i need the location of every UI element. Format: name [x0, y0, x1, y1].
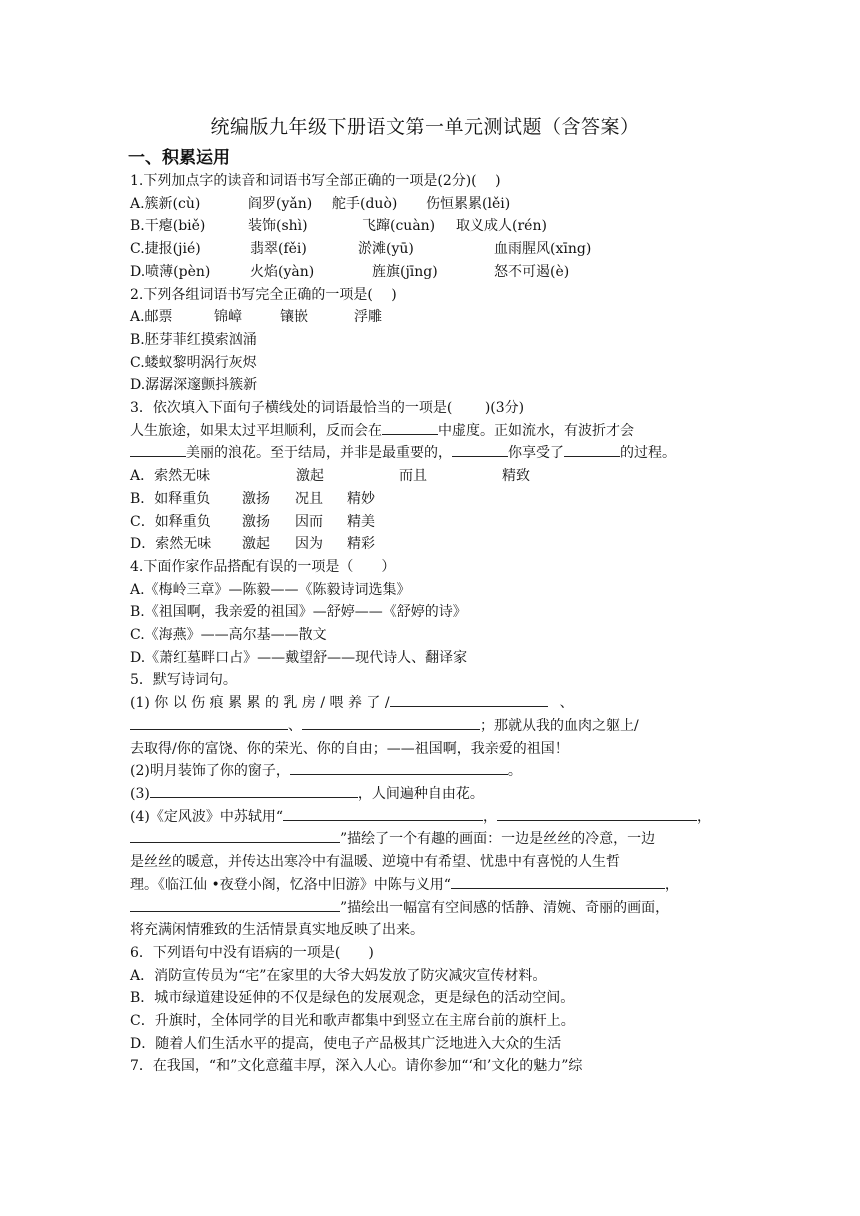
q3-d-item-1: D．索然无味 — [130, 536, 212, 553]
q3-blank-3[interactable] — [452, 442, 508, 457]
q5-blank-1[interactable] — [390, 692, 548, 707]
q1-a-item-4: 伤恒累累(lěi) — [426, 195, 511, 212]
q3-passage-line-2 — [130, 442, 740, 465]
q4-option-c: C.《海燕》——高尔基——散文 — [130, 627, 327, 644]
q1-d-item-3: 旌旗(jīng) — [372, 263, 438, 280]
q1-a-item-3: 舵手(duò) — [332, 195, 398, 212]
q6-option-a: A．消防宣传员为“宅”在家里的大爷大妈发放了防灾减灾宣传材料。 — [130, 967, 547, 984]
q1-c-item-1: C.捷报(jié) — [130, 241, 201, 258]
q3-c-item-4: 精美 — [347, 513, 375, 530]
q3-option-c — [130, 511, 740, 534]
q2-option-b: B.胚芽菲红摸索汹涌 — [130, 331, 257, 348]
q3-passage-line-1 — [130, 420, 740, 443]
q2-a-item-2: 锦嶂 — [214, 309, 242, 326]
q4-option-d: D.《萧红墓畔口占》——戴望舒——现代诗人、翻译家 — [130, 649, 468, 666]
q5-text-5a: (3) — [130, 785, 150, 802]
q5-line-9 — [130, 874, 740, 897]
q3-text-2: 中虚度。正如流水，有波折才会 — [438, 422, 634, 439]
q3-c-item-2: 激扬 — [242, 513, 270, 530]
q5-blank-2[interactable] — [130, 715, 288, 730]
q5-text-5b: ，人间遍种自由花。 — [357, 785, 484, 802]
q3-text-4: 你享受了 — [508, 445, 564, 462]
q1-d-item-4: 怒不可遏(è) — [494, 263, 570, 280]
q5-text-7: ”描绘了一个有趣的画面：一边是丝丝的冷意，一边 — [340, 831, 656, 848]
q3-blank-4[interactable] — [564, 442, 620, 457]
q3-blank-2[interactable] — [130, 442, 186, 457]
q3-c-item-3: 因而 — [295, 513, 323, 530]
q1-c-item-2: 翡翠(fěi) — [250, 241, 307, 258]
q3-b-item-1: B．如释重负 — [130, 490, 211, 507]
q5-line-4 — [130, 760, 740, 783]
q2-option-c: C.蝼蚁黎明涡行灰烬 — [130, 354, 257, 371]
q6-option-d: D．随着人们生活水平的提高，使电子产品极其广泛地进入大众的生活 — [130, 1035, 562, 1052]
page-title: 统编版九年级下册语文第一单元测试题（含答案） — [210, 116, 640, 138]
q1-b-item-1: B.干瘪(biě) — [130, 218, 206, 235]
q1-d-item-1: D.喷薄(pèn) — [130, 263, 211, 280]
q5-blank-3[interactable] — [302, 715, 480, 730]
q5-blank-8[interactable] — [130, 828, 340, 843]
q5-text-6a: (4)《定风波》中苏轼用“ — [130, 808, 283, 825]
q5-line-1 — [130, 692, 740, 715]
q1-a-item-1: A.簇新(cù) — [130, 195, 201, 212]
q1-b-item-3: 飞蹿(cuàn) — [362, 218, 436, 235]
q1-c-item-4: 血雨腥风(xīng) — [494, 241, 592, 258]
q5-line-2 — [130, 715, 740, 738]
worksheet-page — [130, 112, 740, 1078]
q2-stem: 2.下列各组词语书写完全正确的一项是( ) — [130, 286, 397, 303]
q3-d-item-3: 因为 — [295, 536, 323, 553]
q5-text-6b: ， — [483, 808, 497, 825]
q5-blank-5[interactable] — [150, 783, 358, 798]
q1-b-item-2: 装饰(shì) — [248, 218, 308, 235]
q5-text-9a: 理。《临江仙 •夜登小阁，忆洛中旧游》中陈与义用“ — [130, 876, 451, 893]
q5-blank-7[interactable] — [497, 806, 697, 821]
q7-stem: 7．在我国，“和”文化意蕴丰厚，深入人心。请你参加“‘和’文化的魅力”综 — [130, 1058, 583, 1075]
q5-stem: 5．默写诗词句。 — [130, 672, 237, 689]
q3-a-item-2: 激起 — [296, 468, 324, 485]
q5-text-4a: (2)明月装饰了你的窗子， — [130, 763, 290, 780]
q5-line-11: 将充满闲情雅致的生活情景真实地反映了出来。 — [130, 922, 424, 939]
q2-option-d: D.潺潺深邃颤抖簇新 — [130, 377, 258, 394]
q1-c-item-3: 淤滩(yū) — [358, 241, 414, 258]
q3-option-b — [130, 488, 740, 511]
q3-b-item-2: 激扬 — [242, 490, 270, 507]
q5-text-2b: ；那就从我的血肉之躯上/ — [480, 717, 639, 734]
q5-line-7 — [130, 828, 740, 851]
q3-text-5: 的过程。 — [620, 445, 676, 462]
q2-a-item-4: 浮雕 — [354, 309, 382, 326]
q3-option-d — [130, 533, 740, 556]
q1-stem: 1.下列加点字的读音和词语书写全部正确的一项是(2分)( ) — [130, 173, 501, 189]
q2-option-a — [130, 306, 740, 329]
q5-line-8: 是丝丝的暖意，并传达出寒冷中有温暖、逆境中有希望、忧患中有喜悦的人生哲 — [130, 854, 620, 871]
q3-b-item-4: 精妙 — [347, 490, 375, 507]
q5-blank-10[interactable] — [130, 897, 340, 912]
q3-stem: 3．依次填入下面句子横线处的词语最恰当的一项是( )(3分) — [130, 400, 525, 417]
q6-option-b: B．城市绿道建设延伸的不仅是绿色的发展观念，更是绿色的活动空间。 — [130, 990, 575, 1007]
q6-stem: 6．下列语句中没有语病的一项是( ) — [130, 944, 374, 961]
q1-b-item-4: 取义成人(rén) — [456, 218, 547, 235]
q2-a-item-1: A.邮票 — [130, 309, 173, 326]
q3-c-item-1: C．如释重负 — [130, 513, 211, 530]
q1-option-b — [130, 215, 740, 238]
q3-option-a — [130, 465, 740, 488]
q1-a-item-2: 阎罗(yǎn) — [248, 195, 313, 212]
q5-text-4b: 。 — [507, 763, 522, 780]
q3-b-item-3: 况且 — [295, 490, 323, 507]
q1-option-c — [130, 238, 740, 261]
q3-d-item-2: 激起 — [242, 536, 270, 553]
q5-text-1b: 、 — [559, 695, 574, 712]
q1-option-a — [130, 193, 740, 216]
q6-option-c: C．升旗时，全体同学的目光和歌声都集中到竖立在主席台前的旗杆上。 — [130, 1013, 575, 1030]
q5-blank-9[interactable] — [451, 874, 665, 889]
q5-blank-6[interactable] — [283, 806, 483, 821]
q5-text-2a: 、 — [288, 717, 302, 734]
q5-text-1a: (1) 你 以 伤 痕 累 累 的 乳 房 / 喂 养 了 / — [130, 695, 390, 712]
section-heading: 一、积累运用 — [128, 148, 230, 168]
q5-line-3: 去取得/你的富饶、你的荣光、你的自由；——祖国啊，我亲爱的祖国！ — [130, 740, 569, 757]
q5-blank-4[interactable] — [290, 760, 508, 775]
q5-text-6c: ， — [697, 808, 711, 825]
q5-line-6 — [130, 806, 740, 829]
q2-a-item-3: 镶嵌 — [280, 309, 308, 326]
q1-option-d — [130, 261, 740, 284]
q5-text-10: ”描绘出一幅富有空间感的恬静、清婉、奇丽的画面， — [340, 899, 670, 916]
q3-a-item-3: 而且 — [399, 468, 427, 485]
q3-text-1: 人生旅途，如果太过平坦顺利，反而会在 — [130, 422, 382, 439]
q3-a-item-4: 精致 — [502, 468, 530, 485]
q3-blank-1[interactable] — [382, 420, 438, 435]
q1-d-item-2: 火焰(yàn) — [250, 263, 315, 280]
q3-text-3: 美丽的浪花。至于结局，并非是最重要的， — [186, 445, 452, 462]
q5-text-9b: ， — [664, 876, 679, 893]
q5-line-5 — [130, 783, 740, 806]
q4-stem: 4.下面作家作品搭配有误的一项是（ ） — [130, 558, 396, 575]
q4-option-b: B.《祖国啊，我亲爱的祖国》—舒婷——《舒婷的诗》 — [130, 604, 467, 621]
q4-option-a: A.《梅岭三章》—陈毅——《陈毅诗词选集》 — [130, 581, 411, 598]
q3-d-item-4: 精彩 — [347, 536, 375, 553]
q5-line-10 — [130, 897, 740, 920]
q3-a-item-1: A．索然无味 — [130, 468, 211, 485]
